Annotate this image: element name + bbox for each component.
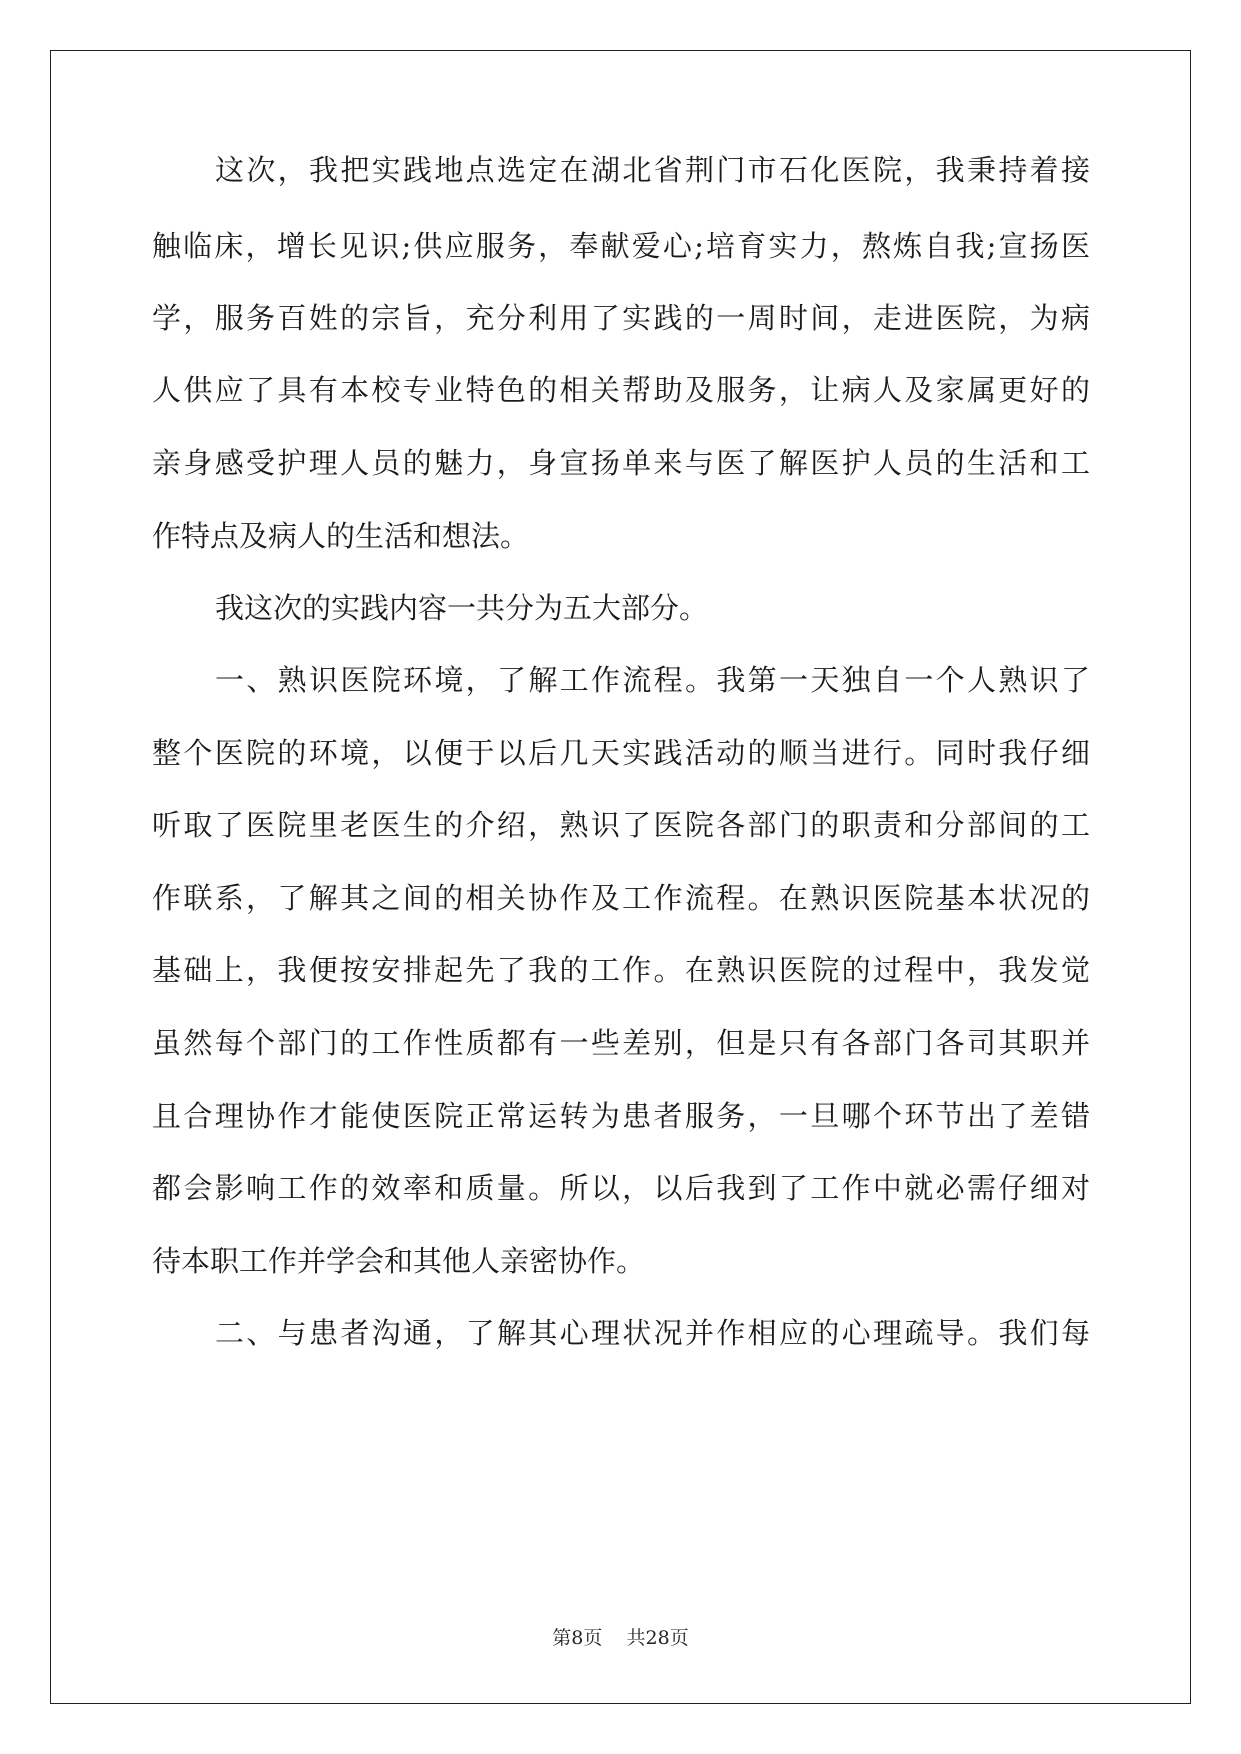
paragraph-1-line-5: 亲身感受护理人员的魅力，身宣扬单来与医了解医护人员的生活和工 — [152, 446, 1090, 480]
paragraph-4-line-1: 二、与患者沟通，了解其心理状况并作相应的心理疏导。我们每 — [215, 1316, 1090, 1350]
paragraph-3-line-7: 且合理协作才能使医院正常运转为患者服务，一旦哪个环节出了差错 — [152, 1099, 1090, 1133]
paragraph-3-line-6: 虽然每个部门的工作性质都有一些差别，但是只有各部门各司其职并 — [152, 1026, 1090, 1060]
paragraph-1-line-6: 作特点及病人的生活和想法。 — [152, 519, 530, 553]
paragraph-1-line-2: 触临床，增长见识;供应服务，奉献爱心;培育实力，熬炼自我;宣扬医 — [152, 229, 1090, 263]
paragraph-1-line-3: 学，服务百姓的宗旨，充分利用了实践的一周时间，走进医院，为病 — [152, 301, 1090, 335]
paragraph-3-line-3: 听取了医院里老医生的介绍，熟识了医院各部门的职责和分部间的工 — [152, 808, 1090, 842]
page-number: 第8页 — [552, 1627, 603, 1649]
paragraph-3-line-1: 一、熟识医院环境，了解工作流程。我第一天独自一个人熟识了 — [215, 663, 1090, 697]
paragraph-3-line-9: 待本职工作并学会和其他人亲密协作。 — [152, 1244, 646, 1278]
paragraph-3-line-5: 基础上，我便按安排起先了我的工作。在熟识医院的过程中，我发觉 — [152, 953, 1090, 987]
paragraph-1-line-4: 人供应了具有本校专业特色的相关帮助及服务，让病人及家属更好的 — [152, 373, 1090, 407]
total-pages: 共28页 — [626, 1627, 689, 1649]
paragraph-3-line-8: 都会影响工作的效率和质量。所以，以后我到了工作中就必需仔细对 — [152, 1171, 1090, 1205]
paragraph-1-line-1: 这次，我把实践地点选定在湖北省荆门市石化医院，我秉持着接 — [215, 153, 1090, 187]
paragraph-2-line-1: 我这次的实践内容一共分为五大部分。 — [215, 591, 709, 625]
paragraph-3-line-2: 整个医院的环境，以便于以后几天实践活动的顺当进行。同时我仔细 — [152, 736, 1090, 770]
paragraph-3-line-4: 作联系，了解其之间的相关协作及工作流程。在熟识医院基本状况的 — [152, 881, 1090, 915]
page-footer — [0, 1626, 1241, 1650]
